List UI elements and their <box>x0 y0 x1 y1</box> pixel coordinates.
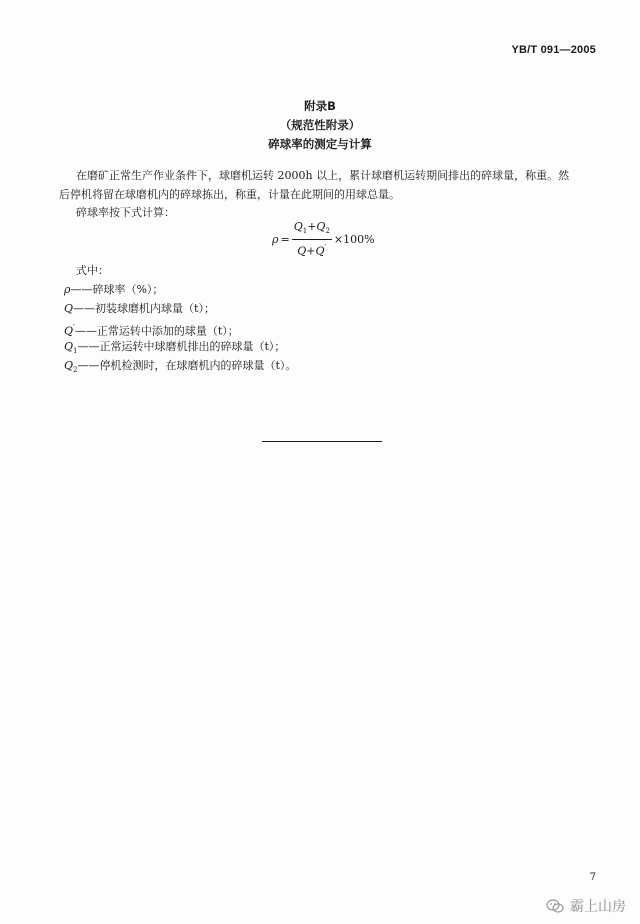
definition-prime: ′ <box>73 323 75 332</box>
numerator-plus: + <box>307 220 317 234</box>
numerator-q2: Q <box>316 220 326 234</box>
numerator-q: Q <box>293 220 303 234</box>
numerator-sub-1: 1 <box>302 227 308 236</box>
formula-rho: ρ <box>272 232 279 246</box>
denominator-prime: ′ <box>324 243 327 253</box>
standard-number: YB/T 091—2005 <box>511 44 596 56</box>
denominator-q: Q <box>297 244 307 258</box>
definition-text: ——初装球磨机内球量（t）； <box>73 302 215 315</box>
formula-numerator <box>292 220 332 240</box>
end-rule <box>262 441 382 442</box>
formula-times-100-percent: ×100% <box>333 232 375 246</box>
page-number: 7 <box>589 872 596 883</box>
appendix-title: 附录B <box>304 99 336 113</box>
numerator-sub-2: 2 <box>325 227 330 236</box>
formula-denominator <box>295 240 328 258</box>
denominator-q2: Q <box>315 244 325 258</box>
definition-subscript: 2 <box>73 366 78 375</box>
paragraph-1-line-1: 在磨矿正常生产作业条件下，球磨机运转 2000h 以上，累计球磨机运转期间排出的碎球量，称重。然 <box>76 169 570 182</box>
definition-text: ——正常运转中添加的球量（t）； <box>74 324 239 338</box>
definition-text: ——正常运转中球磨机排出的碎球量（t）； <box>77 340 286 353</box>
paragraph-1-line-2: 后停机将留在球磨机内的碎球拣出，称重，计量在此期间的用球总量。 <box>59 188 400 201</box>
definition-item <box>64 300 215 318</box>
appendix-type: （规范性附录） <box>279 118 361 132</box>
watermark-text: 霸上山房 <box>570 899 626 915</box>
formula-fraction <box>292 220 332 258</box>
definition-symbol: Q <box>64 359 74 372</box>
appendix-name: 碎球率的测定与计算 <box>268 137 372 151</box>
definition-text: ——碎球率（%）； <box>70 283 164 296</box>
definition-item <box>64 357 296 379</box>
wechat-icon <box>546 899 564 913</box>
definition-symbol: Q <box>64 340 74 353</box>
breakage-rate-formula <box>272 222 375 256</box>
watermark <box>546 896 626 916</box>
definition-symbol: Q <box>64 302 74 315</box>
definition-symbol: Q <box>64 324 74 338</box>
paragraph-2: 碎球率按下式计算： <box>76 206 175 219</box>
definition-item <box>64 281 163 299</box>
definition-text: ——停机检测时，在球磨机内的碎球量（t）。 <box>77 359 297 372</box>
denominator-plus: + <box>306 244 316 258</box>
definition-symbol: ρ <box>64 283 71 296</box>
formula-equals: = <box>280 232 290 246</box>
definition-subscript: 1 <box>73 347 78 356</box>
definitions-intro: 式中： <box>76 264 109 277</box>
